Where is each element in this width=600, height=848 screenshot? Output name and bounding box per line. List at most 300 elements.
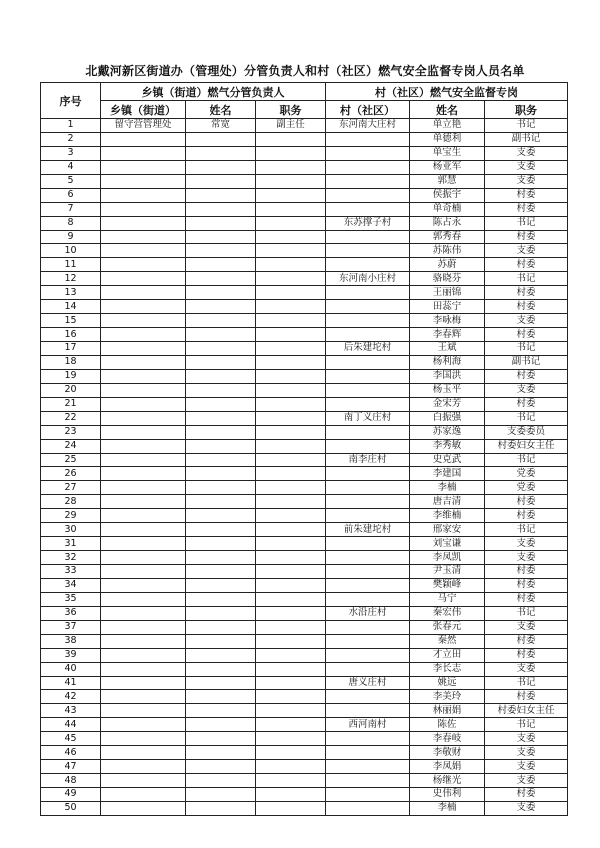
township-name-cell (186, 328, 256, 342)
township-name-cell (186, 662, 256, 676)
seq-cell: 22 (41, 411, 101, 425)
township-position-cell (256, 537, 326, 551)
township-cell (101, 578, 186, 592)
table-row (41, 146, 568, 160)
township-position-cell (256, 592, 326, 606)
township-cell (101, 160, 186, 174)
seq-cell: 35 (41, 592, 101, 606)
village-position-cell: 书记 (485, 411, 568, 425)
seq-cell: 40 (41, 662, 101, 676)
village-cell (326, 690, 410, 704)
village-cell: 东河南小庄村 (326, 272, 410, 286)
table-row (41, 216, 568, 230)
township-cell (101, 467, 186, 481)
township-position-cell (256, 704, 326, 718)
village-position-cell: 书记 (485, 606, 568, 620)
township-name-cell (186, 188, 256, 202)
township-cell: 留守营管理处 (101, 119, 186, 133)
village-name-cell: 骆晓芬 (410, 272, 485, 286)
village-name-cell: 史克武 (410, 453, 485, 467)
table-row (41, 258, 568, 272)
village-cell (326, 634, 410, 648)
village-name-cell: 李咏梅 (410, 314, 485, 328)
village-name-cell: 马宁 (410, 592, 485, 606)
township-position-cell (256, 648, 326, 662)
seq-cell: 7 (41, 202, 101, 216)
township-position-cell (256, 634, 326, 648)
township-name-cell (186, 676, 256, 690)
township-cell (101, 648, 186, 662)
township-cell (101, 690, 186, 704)
township-cell (101, 662, 186, 676)
township-name-cell (186, 578, 256, 592)
township-cell (101, 300, 186, 314)
township-name-cell (186, 174, 256, 188)
table-row (41, 537, 568, 551)
village-cell (326, 132, 410, 146)
village-cell (326, 495, 410, 509)
village-name-cell: 才立田 (410, 648, 485, 662)
seq-cell: 47 (41, 760, 101, 774)
village-name-cell: 李楠 (410, 481, 485, 495)
township-position-cell (256, 300, 326, 314)
village-position-cell: 村委 (485, 578, 568, 592)
table-row (41, 676, 568, 690)
seq-cell: 23 (41, 425, 101, 439)
table-row (41, 788, 568, 802)
village-cell (326, 620, 410, 634)
village-position-cell: 村委 (485, 300, 568, 314)
village-cell (326, 578, 410, 592)
seq-cell: 36 (41, 606, 101, 620)
township-position-cell (256, 732, 326, 746)
township-position-cell (256, 160, 326, 174)
table-row (41, 648, 568, 662)
village-cell: 后朱建坨村 (326, 342, 410, 356)
village-position-cell: 书记 (485, 676, 568, 690)
township-name-cell (186, 244, 256, 258)
village-name-cell: 王斌 (410, 342, 485, 356)
village-cell (326, 300, 410, 314)
township-cell (101, 732, 186, 746)
seq-cell: 8 (41, 216, 101, 230)
township-cell (101, 537, 186, 551)
header-village-group: 村（社区）燃气安全监督专岗 (326, 83, 568, 101)
table-row (41, 160, 568, 174)
village-position-cell: 村委 (485, 258, 568, 272)
township-name-cell (186, 132, 256, 146)
village-name-cell: 杨玉平 (410, 383, 485, 397)
seq-cell: 21 (41, 397, 101, 411)
township-name-cell (186, 230, 256, 244)
village-cell (326, 774, 410, 788)
village-name-cell: 唐吉清 (410, 495, 485, 509)
village-position-cell: 村委 (485, 788, 568, 802)
village-position-cell: 书记 (485, 272, 568, 286)
personnel-table (40, 82, 568, 816)
table-body (41, 119, 568, 816)
township-position-cell (256, 690, 326, 704)
township-cell (101, 788, 186, 802)
village-position-cell: 村委 (485, 690, 568, 704)
village-cell (326, 788, 410, 802)
seq-cell: 48 (41, 774, 101, 788)
township-position-cell (256, 216, 326, 230)
township-position-cell (256, 760, 326, 774)
seq-cell: 25 (41, 453, 101, 467)
village-name-cell: 李楠 (410, 801, 485, 815)
village-position-cell: 书记 (485, 453, 568, 467)
township-cell (101, 676, 186, 690)
village-cell (326, 244, 410, 258)
township-position-cell (256, 662, 326, 676)
table-row (41, 760, 568, 774)
table-row (41, 119, 568, 133)
seq-cell: 26 (41, 467, 101, 481)
seq-cell: 24 (41, 439, 101, 453)
village-cell (326, 760, 410, 774)
header-village-position: 职务 (485, 101, 568, 119)
seq-cell: 17 (41, 342, 101, 356)
village-name-cell: 郭秀春 (410, 230, 485, 244)
table-row (41, 523, 568, 537)
township-position-cell (256, 509, 326, 523)
township-cell (101, 383, 186, 397)
township-cell (101, 774, 186, 788)
village-position-cell: 支委 (485, 146, 568, 160)
township-name-cell (186, 634, 256, 648)
village-position-cell: 支委 (485, 160, 568, 174)
village-name-cell: 李春辉 (410, 328, 485, 342)
township-position-cell (256, 342, 326, 356)
village-position-cell: 村委 (485, 397, 568, 411)
village-position-cell: 村委 (485, 634, 568, 648)
township-name-cell (186, 216, 256, 230)
table-row (41, 328, 568, 342)
township-name-cell (186, 620, 256, 634)
township-cell (101, 425, 186, 439)
township-position-cell (256, 620, 326, 634)
seq-cell: 29 (41, 509, 101, 523)
seq-cell: 30 (41, 523, 101, 537)
seq-cell: 27 (41, 481, 101, 495)
table-row (41, 300, 568, 314)
seq-cell: 13 (41, 286, 101, 300)
village-position-cell: 支委 (485, 746, 568, 760)
township-name-cell (186, 606, 256, 620)
township-cell (101, 453, 186, 467)
village-name-cell: 李长志 (410, 662, 485, 676)
village-position-cell: 支委 (485, 551, 568, 565)
township-position-cell (256, 202, 326, 216)
village-name-cell: 林丽娟 (410, 704, 485, 718)
village-position-cell: 村委 (485, 495, 568, 509)
village-name-cell: 苏蔚 (410, 258, 485, 272)
table-row (41, 662, 568, 676)
village-name-cell: 樊颖峰 (410, 578, 485, 592)
village-name-cell: 史伟利 (410, 788, 485, 802)
village-cell: 东苏撑子村 (326, 216, 410, 230)
header-township-position: 职务 (256, 101, 326, 119)
village-position-cell: 书记 (485, 119, 568, 133)
table-row (41, 383, 568, 397)
village-name-cell: 秦宏伟 (410, 606, 485, 620)
table-row (41, 369, 568, 383)
village-cell: 南丁义庄村 (326, 411, 410, 425)
township-name-cell (186, 467, 256, 481)
village-name-cell: 杨亚军 (410, 160, 485, 174)
township-position-cell (256, 188, 326, 202)
village-name-cell: 李凤娟 (410, 760, 485, 774)
village-cell (326, 355, 410, 369)
township-position-cell (256, 676, 326, 690)
village-name-cell: 侯振宇 (410, 188, 485, 202)
seq-cell: 32 (41, 551, 101, 565)
table-row (41, 397, 568, 411)
village-cell (326, 481, 410, 495)
township-cell (101, 746, 186, 760)
table-row (41, 272, 568, 286)
township-cell (101, 397, 186, 411)
township-position-cell (256, 397, 326, 411)
township-cell (101, 272, 186, 286)
header-township-name: 姓名 (186, 101, 256, 119)
village-cell (326, 369, 410, 383)
seq-cell: 39 (41, 648, 101, 662)
village-position-cell: 支委委员 (485, 425, 568, 439)
township-cell (101, 523, 186, 537)
seq-cell: 44 (41, 718, 101, 732)
seq-cell: 34 (41, 578, 101, 592)
seq-cell: 4 (41, 160, 101, 174)
township-position-cell (256, 578, 326, 592)
township-position-cell (256, 746, 326, 760)
village-cell (326, 160, 410, 174)
table-row (41, 565, 568, 579)
seq-cell: 46 (41, 746, 101, 760)
village-cell (326, 202, 410, 216)
seq-cell: 12 (41, 272, 101, 286)
township-cell (101, 509, 186, 523)
village-name-cell: 李建国 (410, 467, 485, 481)
township-cell (101, 286, 186, 300)
village-cell (326, 286, 410, 300)
township-name-cell (186, 592, 256, 606)
township-cell (101, 606, 186, 620)
township-position-cell (256, 718, 326, 732)
table-row (41, 342, 568, 356)
header-township: 乡镇（街道） (101, 101, 186, 119)
village-name-cell: 杨利海 (410, 355, 485, 369)
table-row (41, 453, 568, 467)
township-position-cell (256, 551, 326, 565)
seq-cell: 9 (41, 230, 101, 244)
township-name-cell (186, 411, 256, 425)
township-cell (101, 188, 186, 202)
seq-cell: 3 (41, 146, 101, 160)
township-cell (101, 216, 186, 230)
seq-cell: 5 (41, 174, 101, 188)
seq-cell: 16 (41, 328, 101, 342)
table-row (41, 718, 568, 732)
seq-cell: 31 (41, 537, 101, 551)
township-name-cell (186, 300, 256, 314)
village-position-cell: 支委 (485, 760, 568, 774)
table-row (41, 439, 568, 453)
table-row (41, 355, 568, 369)
table-row (41, 425, 568, 439)
village-name-cell: 金宋芳 (410, 397, 485, 411)
village-name-cell: 张春元 (410, 620, 485, 634)
township-position-cell (256, 467, 326, 481)
table-row (41, 314, 568, 328)
township-cell (101, 565, 186, 579)
township-position-cell (256, 523, 326, 537)
village-position-cell: 支委 (485, 314, 568, 328)
village-position-cell: 副书记 (485, 355, 568, 369)
village-cell (326, 551, 410, 565)
township-cell (101, 760, 186, 774)
village-position-cell: 支委 (485, 774, 568, 788)
township-name-cell (186, 565, 256, 579)
township-name-cell (186, 286, 256, 300)
village-cell (326, 174, 410, 188)
village-name-cell: 单奇楠 (410, 202, 485, 216)
township-position-cell (256, 606, 326, 620)
township-position-cell (256, 565, 326, 579)
village-cell (326, 425, 410, 439)
township-name-cell (186, 509, 256, 523)
table-row (41, 606, 568, 620)
township-cell (101, 620, 186, 634)
village-cell (326, 648, 410, 662)
header-village: 村（社区） (326, 101, 410, 119)
township-name-cell (186, 355, 256, 369)
village-position-cell: 书记 (485, 718, 568, 732)
township-cell (101, 342, 186, 356)
township-name-cell (186, 383, 256, 397)
township-cell (101, 634, 186, 648)
township-cell (101, 481, 186, 495)
township-name-cell (186, 369, 256, 383)
township-position-cell (256, 174, 326, 188)
village-position-cell: 支委 (485, 244, 568, 258)
township-cell (101, 146, 186, 160)
township-cell (101, 495, 186, 509)
village-cell (326, 146, 410, 160)
table-row (41, 481, 568, 495)
township-position-cell (256, 286, 326, 300)
header-seq: 序号 (41, 83, 101, 119)
village-name-cell: 李春岐 (410, 732, 485, 746)
township-cell (101, 174, 186, 188)
village-name-cell: 李国洪 (410, 369, 485, 383)
seq-cell: 28 (41, 495, 101, 509)
table-row (41, 592, 568, 606)
village-position-cell: 支委 (485, 732, 568, 746)
township-position-cell (256, 774, 326, 788)
seq-cell: 19 (41, 369, 101, 383)
table-row (41, 551, 568, 565)
township-cell (101, 258, 186, 272)
village-cell (326, 746, 410, 760)
village-name-cell: 杨继光 (410, 774, 485, 788)
township-cell (101, 704, 186, 718)
township-name-cell (186, 439, 256, 453)
village-cell (326, 592, 410, 606)
township-name-cell (186, 314, 256, 328)
village-position-cell: 支委 (485, 383, 568, 397)
township-cell (101, 202, 186, 216)
village-name-cell: 白振强 (410, 411, 485, 425)
village-cell (326, 509, 410, 523)
township-name-cell (186, 760, 256, 774)
seq-cell: 2 (41, 132, 101, 146)
village-cell (326, 383, 410, 397)
seq-cell: 45 (41, 732, 101, 746)
township-position-cell (256, 439, 326, 453)
township-name-cell (186, 537, 256, 551)
table-row (41, 174, 568, 188)
township-name-cell (186, 648, 256, 662)
table-row (41, 188, 568, 202)
seq-cell: 38 (41, 634, 101, 648)
village-name-cell: 单宝生 (410, 146, 485, 160)
seq-cell: 14 (41, 300, 101, 314)
header-village-name: 姓名 (410, 101, 485, 119)
table-row (41, 467, 568, 481)
village-position-cell: 村委妇女主任 (485, 704, 568, 718)
township-position-cell (256, 383, 326, 397)
village-name-cell: 单立艳 (410, 119, 485, 133)
village-cell (326, 314, 410, 328)
village-position-cell: 村委 (485, 592, 568, 606)
table-row (41, 132, 568, 146)
village-name-cell: 单德利 (410, 132, 485, 146)
table-row (41, 774, 568, 788)
seq-cell: 42 (41, 690, 101, 704)
seq-cell: 37 (41, 620, 101, 634)
village-position-cell: 村委 (485, 648, 568, 662)
seq-cell: 43 (41, 704, 101, 718)
township-name-cell (186, 342, 256, 356)
township-position-cell (256, 355, 326, 369)
seq-cell: 15 (41, 314, 101, 328)
township-name-cell (186, 732, 256, 746)
township-cell (101, 314, 186, 328)
township-cell (101, 411, 186, 425)
village-position-cell: 村委 (485, 565, 568, 579)
township-cell (101, 592, 186, 606)
village-position-cell: 村委 (485, 286, 568, 300)
village-cell: 前朱建坨村 (326, 523, 410, 537)
village-cell (326, 467, 410, 481)
township-name-cell (186, 788, 256, 802)
township-cell (101, 328, 186, 342)
township-name-cell (186, 718, 256, 732)
seq-cell: 10 (41, 244, 101, 258)
township-cell (101, 244, 186, 258)
village-cell (326, 704, 410, 718)
township-name-cell (186, 551, 256, 565)
township-name-cell (186, 146, 256, 160)
village-name-cell: 陈佐 (410, 718, 485, 732)
township-name-cell (186, 258, 256, 272)
village-name-cell: 李凤凯 (410, 551, 485, 565)
village-name-cell: 陈占永 (410, 216, 485, 230)
village-cell (326, 662, 410, 676)
header-township-group: 乡镇（街道）燃气分管负责人 (101, 83, 326, 101)
